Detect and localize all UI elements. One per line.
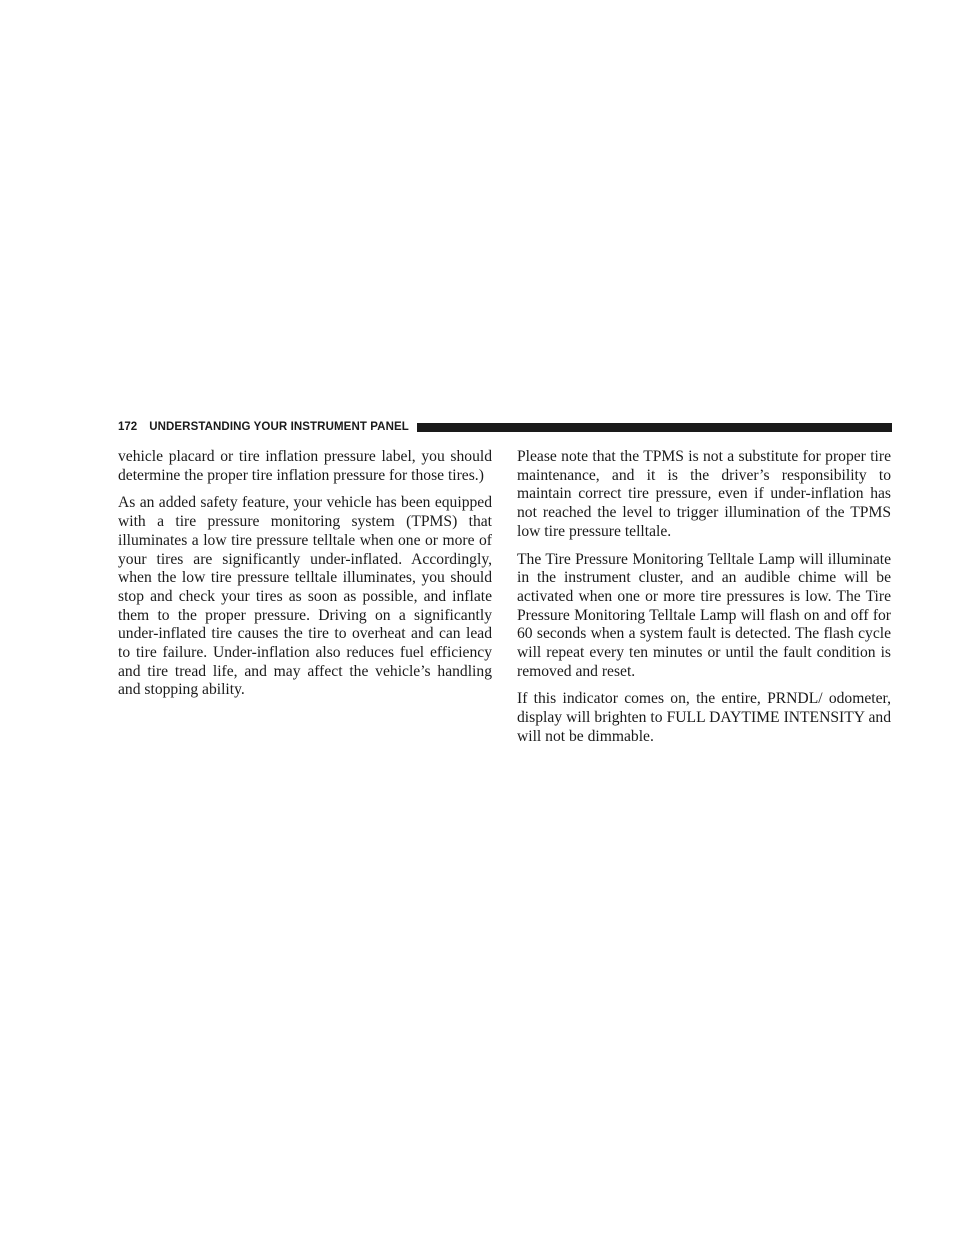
paragraph: vehicle placard or tire inflation pressure label, you should determine the proper tire inflation pressure for those tires.) (118, 448, 492, 484)
header-rule (417, 423, 892, 432)
left-column (118, 448, 492, 709)
section-title: UNDERSTANDING YOUR INSTRUMENT PANEL (149, 421, 409, 433)
paragraph: If this indicator comes on, the entire, PRNDL/ odometer, display will brighten to FULL DAYTIME INTENSITY and will not be dimmable. (517, 690, 891, 745)
page-number: 172 (118, 421, 138, 433)
paragraph: As an added safety feature, your vehicle has been equipped with a tire pressure monitoring system (TPMS) that illuminates a low tire pressure telltale when one or more of your tires are significantly under-inflated. Accordingly, when the low tire pressure telltale illuminates, you should stop and check your tires as soon as possible, and inflate them to the proper pressure. Driving on a significantly under-inflated tire causes the tire to overheat and can lead to tire failure. Under-inflation also reduces fuel efficiency and tire tread life, and may affect the vehicle’s handling and stopping ability. (118, 494, 492, 699)
right-column (517, 448, 891, 756)
paragraph: Please note that the TPMS is not a substitute for proper tire maintenance, and it is the driver’s responsibility to maintain correct tire pressure, even if under-inflation has not reached the level to trigger illumination of the TPMS low tire pressure telltale. (517, 448, 891, 540)
paragraph: The Tire Pressure Monitoring Telltale Lamp will illuminate in the instrument cluster, and an audible chime will be activated when one or more tire pressures is low. The Tire Pressure Monitoring Telltale Lamp will flash on and off for 60 seconds when a system fault is detected. The flash cycle will repeat every ten minutes or until the fault condition is removed and reset. (517, 550, 891, 680)
page-header (118, 419, 892, 435)
